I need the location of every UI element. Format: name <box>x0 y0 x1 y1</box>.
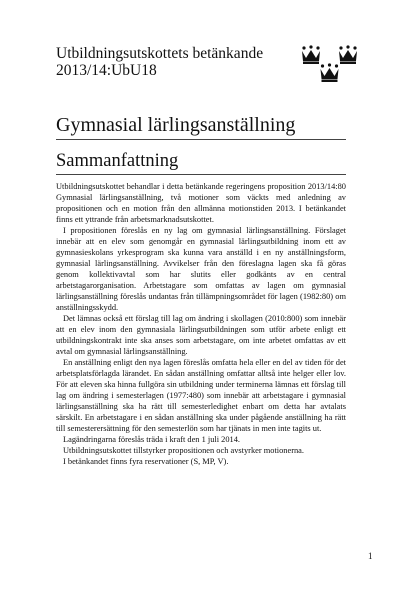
document-title: Gymnasial lärlingsanställning <box>56 114 296 136</box>
committee-report-heading: Utbildningsutskottets betänkande <box>56 45 264 62</box>
report-number: 2013/14:UbU18 <box>56 62 157 79</box>
section-title: Sammanfattning <box>56 151 179 171</box>
paragraph: I betänkandet finns fyra reservationer (S, MP, V). <box>63 457 229 466</box>
crown-icon <box>339 45 357 64</box>
summary-body <box>56 181 346 467</box>
paragraph: Utbildningsutskottet behandlar i detta betänkande regeringens proposition 2013/14:80 Gymnasial lärlingsanställning, två motioner som väckts med anledning av propositionen och en motion från den allmänna motionstiden 2013. I betänkandet finns ett yttrande från arbetsmarknadsutskottet. <box>56 182 346 224</box>
section-divider <box>56 174 346 175</box>
paragraph: En anställning enligt den nya lagen föreslås omfatta hela eller en del av tiden för det arbetsplatsförlagda lärandet. En sådan anställning omfattar alltså inte helger eller lov. För att eleven ska hinna fullgöra sin utbildning under terminerna lämnas ett förslag till lag om ändring i semesterlagen (1977:480) som innebär att arbetstagare i gymnasial lärlingsanställning ska ha rätt till semesterledighet enbart om detta har avtalats särskilt. En arbetstagare i en sådan anställning ska under pågående anställning ha rätt till semesterersättning för den semesterlön som har tjänats in men inte tagits ut. <box>56 358 346 433</box>
three-crowns-icon <box>300 44 360 84</box>
title-divider <box>56 139 346 140</box>
paragraph: Det lämnas också ett förslag till lag om ändring i skollagen (2010:800) som innebär att en elev inom den gymnasiala lärlingsutbildningen som utför arbete enligt ett utbildningskontrakt inte ska anses som arbetstagare, om inte arbetet omfattas av ett avtal om gymnasial lärlingsanställning. <box>56 314 346 356</box>
crown-icon <box>302 45 320 64</box>
page-number: 1 <box>368 551 373 561</box>
paragraph: I propositionen föreslås en ny lag om gymnasial lärlingsanställning. Förslaget innebär att en elev som genomgår en gymnasial lärlingsutbildning inom ett av gymnasieskolans yrkesprogram ska kunna vara anställd i en ny anställningsform, gymnasial lärlingsanställning. Avvikelser från den föreslagna lagen ska få göras genom kollektivavtal som har slutits eller godkänts av en central arbetstagarorganisation. Arbetstagare som omfattas av lagen om gymnasial lärlingsanställning föreslås undantas från tillämpningsområdet för lagen (1982:80) om anställningsskydd. <box>56 226 346 312</box>
paragraph: Utbildningsutskottet tillstyrker propositionen och avstyrker motionerna. <box>63 446 304 455</box>
paragraph: Lagändringarna föreslås träda i kraft den 1 juli 2014. <box>63 435 240 444</box>
crown-icon <box>321 63 339 82</box>
